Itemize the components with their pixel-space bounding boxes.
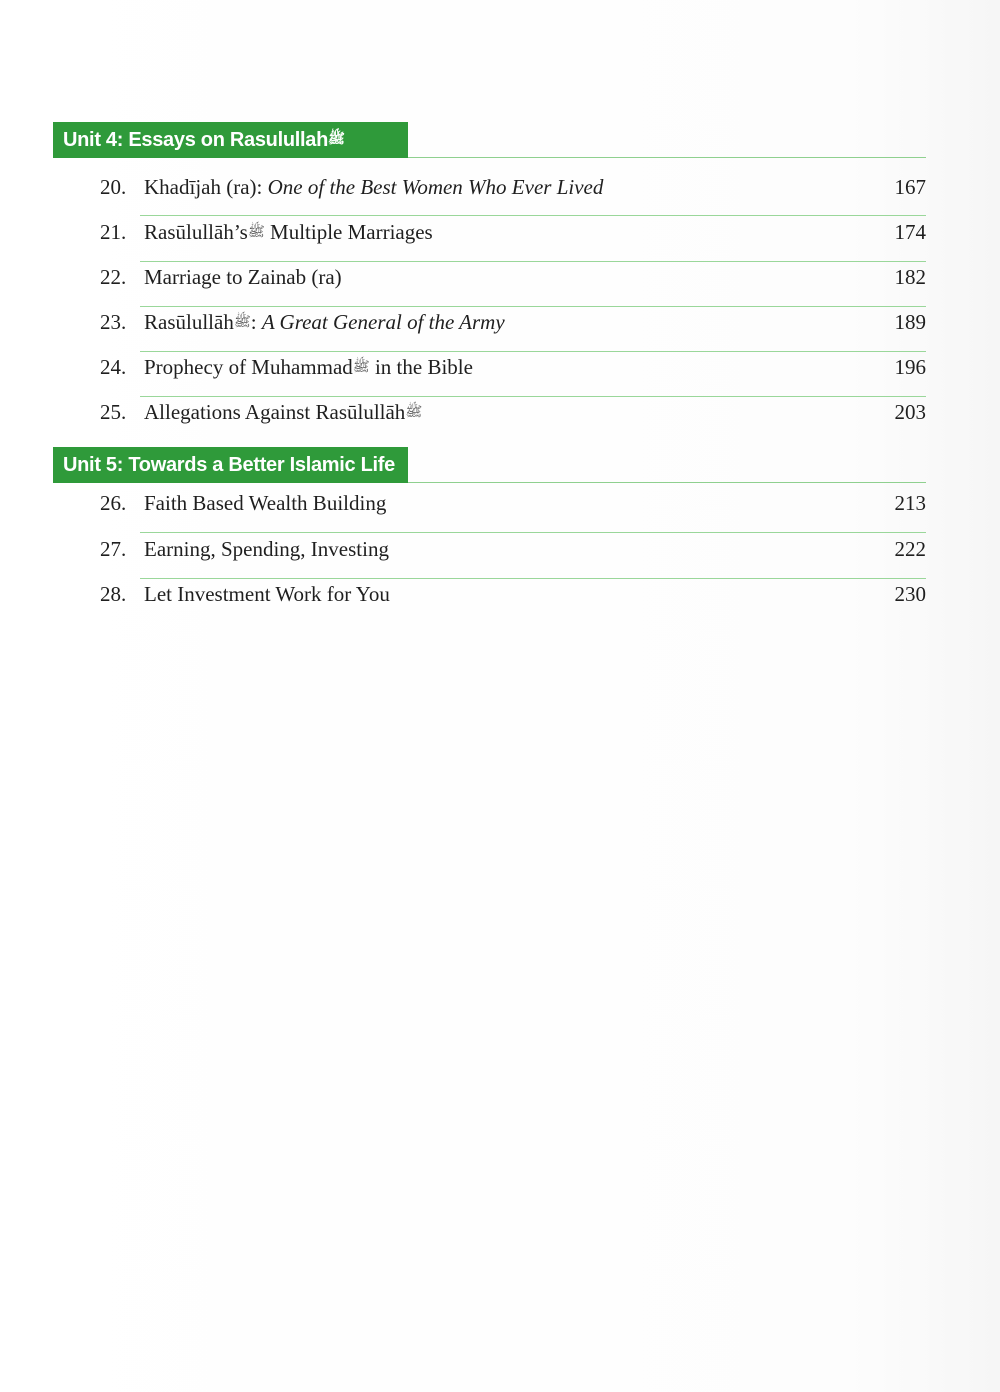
toc-entry-20[interactable] [100, 165, 926, 209]
pbuh-symbol: ﷺ [233, 314, 251, 330]
entry-number: 21. [100, 219, 127, 244]
unit-4-header [53, 122, 408, 158]
pbuh-symbol: ﷺ [328, 130, 345, 146]
entry-page: 174 [894, 219, 926, 244]
pbuh-symbol: ﷺ [247, 224, 265, 240]
entry-title: Marriage to Zainab (ra) [144, 264, 342, 289]
toc-entry-28[interactable] [100, 572, 926, 616]
entry-title: Allegations Against Rasūlullāhﷺ [144, 399, 423, 424]
toc-entry-23[interactable] [100, 300, 926, 344]
toc-entry-21[interactable] [100, 210, 926, 254]
entry-title: Faith Based Wealth Building [144, 490, 387, 515]
pbuh-symbol: ﷺ [405, 404, 423, 420]
unit-4-title: Unit 4: Essays on Rasulullah [63, 128, 329, 151]
entry-page: 222 [894, 536, 926, 561]
entry-number: 26. [100, 490, 127, 515]
entry-number: 24. [100, 354, 127, 379]
toc-entry-24[interactable] [100, 345, 926, 389]
entry-number: 22. [100, 264, 127, 289]
entry-number: 27. [100, 536, 127, 561]
entry-number: 23. [100, 309, 127, 334]
entry-number: 20. [100, 174, 127, 199]
toc-entry-27[interactable] [100, 527, 926, 571]
toc-entry-26[interactable] [100, 481, 926, 525]
entry-title: Khadījah (ra): One of the Best Women Who Ever Lived [144, 174, 604, 199]
entry-page: 182 [894, 264, 926, 289]
pbuh-symbol: ﷺ [352, 359, 370, 375]
unit-rule [408, 157, 926, 158]
entry-number: 25. [100, 399, 127, 424]
entry-title: Prophecy of Muhammadﷺ in the Bible [144, 354, 473, 379]
entry-title: Rasūlullāh’sﷺ Multiple Marriages [144, 219, 433, 244]
toc-entry-25[interactable] [100, 390, 926, 434]
toc-entry-22[interactable] [100, 255, 926, 299]
entry-number: 28. [100, 581, 127, 606]
entry-page: 230 [894, 581, 926, 606]
entry-page: 203 [894, 399, 926, 424]
entry-title: Earning, Spending, Investing [144, 536, 389, 561]
entry-page: 167 [894, 174, 926, 199]
entry-title: Let Investment Work for You [144, 581, 390, 606]
entry-page: 213 [894, 490, 926, 515]
unit-5-title: Unit 5: Towards a Better Islamic Life [63, 453, 395, 476]
entry-title: Rasūlullāhﷺ: A Great General of the Army [144, 309, 505, 334]
unit-5-header [53, 447, 408, 483]
entry-page: 189 [894, 309, 926, 334]
entry-page: 196 [894, 354, 926, 379]
